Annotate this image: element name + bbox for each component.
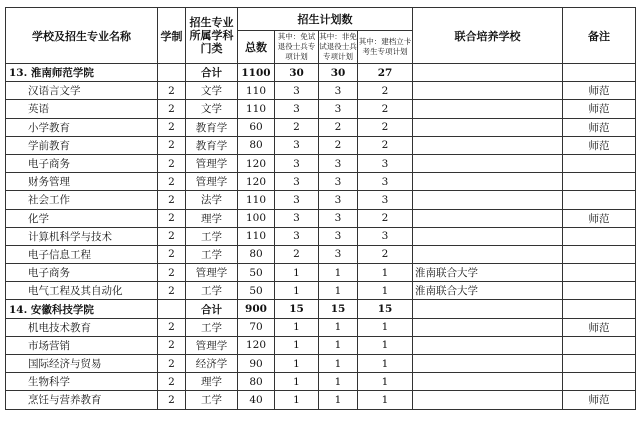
cell-s2: 3 [319, 100, 358, 118]
cell-name: 英语 [6, 100, 158, 118]
cell-note [563, 64, 636, 82]
cell-category: 管理学 [186, 154, 238, 172]
header-category: 招生专业所属学科门类 [186, 8, 238, 64]
cell-duration: 2 [158, 264, 186, 282]
header-plan-group: 招生计划数 [238, 8, 413, 31]
cell-s2: 2 [319, 136, 358, 154]
cell-category: 法学 [186, 191, 238, 209]
cell-category: 管理学 [186, 264, 238, 282]
cell-note: 师范 [563, 100, 636, 118]
major-row [6, 136, 636, 154]
cell-partner [413, 136, 563, 154]
cell-category: 工学 [186, 282, 238, 300]
cell-s3: 2 [358, 245, 413, 263]
cell-partner [413, 391, 563, 409]
cell-note [563, 300, 636, 318]
cell-partner [413, 118, 563, 136]
cell-partner [413, 64, 563, 82]
header-duration: 学制 [158, 8, 186, 64]
cell-total: 70 [238, 318, 275, 336]
header-sub-nonexempt-veteran: 其中：非免试退役士兵专项计划 [319, 31, 358, 64]
cell-s3: 1 [358, 264, 413, 282]
cell-s2: 3 [319, 173, 358, 191]
major-row [6, 336, 636, 354]
header-partner: 联合培养学校 [413, 8, 563, 64]
cell-s1: 3 [275, 191, 319, 209]
cell-note [563, 336, 636, 354]
major-row [6, 118, 636, 136]
cell-category: 教育学 [186, 118, 238, 136]
cell-note: 师范 [563, 318, 636, 336]
cell-duration: 2 [158, 227, 186, 245]
cell-s2: 1 [319, 391, 358, 409]
cell-total: 100 [238, 209, 275, 227]
cell-partner [413, 300, 563, 318]
cell-total: 120 [238, 154, 275, 172]
admission-plan-table [5, 7, 636, 410]
cell-name: 14. 安徽科技学院 [6, 300, 158, 318]
cell-duration: 2 [158, 355, 186, 373]
cell-partner [413, 173, 563, 191]
cell-s3: 1 [358, 391, 413, 409]
cell-partner [413, 154, 563, 172]
cell-name: 化学 [6, 209, 158, 227]
cell-note: 师范 [563, 136, 636, 154]
major-row [6, 100, 636, 118]
cell-total: 120 [238, 173, 275, 191]
cell-s3: 2 [358, 82, 413, 100]
cell-name: 国际经济与贸易 [6, 355, 158, 373]
cell-partner: 淮南联合大学 [413, 282, 563, 300]
cell-s3: 1 [358, 282, 413, 300]
cell-s1: 1 [275, 373, 319, 391]
cell-duration: 2 [158, 191, 186, 209]
cell-s3: 27 [358, 64, 413, 82]
cell-duration [158, 64, 186, 82]
header-sub-exempt-veteran: 其中：免试退役士兵专项计划 [275, 31, 319, 64]
cell-s3: 2 [358, 118, 413, 136]
major-row [6, 154, 636, 172]
major-row [6, 227, 636, 245]
major-row [6, 355, 636, 373]
cell-s1: 30 [275, 64, 319, 82]
cell-category: 理学 [186, 373, 238, 391]
cell-total: 50 [238, 264, 275, 282]
major-row [6, 191, 636, 209]
cell-s1: 1 [275, 282, 319, 300]
cell-partner [413, 318, 563, 336]
cell-s1: 2 [275, 245, 319, 263]
cell-s1: 3 [275, 154, 319, 172]
cell-s1: 3 [275, 82, 319, 100]
cell-category: 合计 [186, 64, 238, 82]
cell-total: 90 [238, 355, 275, 373]
cell-s2: 3 [319, 191, 358, 209]
major-row [6, 373, 636, 391]
cell-category: 理学 [186, 209, 238, 227]
major-row [6, 282, 636, 300]
cell-s3: 3 [358, 227, 413, 245]
cell-s2: 1 [319, 318, 358, 336]
cell-duration: 2 [158, 282, 186, 300]
header-name: 学校及招生专业名称 [6, 8, 158, 64]
cell-name: 市场营销 [6, 336, 158, 354]
cell-name: 电子商务 [6, 154, 158, 172]
major-row [6, 318, 636, 336]
major-row [6, 82, 636, 100]
cell-total: 1100 [238, 64, 275, 82]
cell-partner [413, 209, 563, 227]
cell-partner [413, 373, 563, 391]
cell-name: 电子商务 [6, 264, 158, 282]
cell-note [563, 227, 636, 245]
cell-note [563, 191, 636, 209]
header-note: 备注 [563, 8, 636, 64]
cell-s2: 3 [319, 154, 358, 172]
cell-category: 工学 [186, 391, 238, 409]
cell-s3: 3 [358, 191, 413, 209]
cell-partner [413, 191, 563, 209]
cell-s1: 3 [275, 173, 319, 191]
cell-partner [413, 100, 563, 118]
cell-note: 师范 [563, 82, 636, 100]
cell-note [563, 264, 636, 282]
cell-name: 电子信息工程 [6, 245, 158, 263]
cell-partner: 淮南联合大学 [413, 264, 563, 282]
cell-s2: 3 [319, 209, 358, 227]
cell-name: 学前教育 [6, 136, 158, 154]
cell-total: 80 [238, 373, 275, 391]
cell-s2: 2 [319, 118, 358, 136]
major-row [6, 391, 636, 409]
institution-row [6, 300, 636, 318]
cell-note [563, 355, 636, 373]
cell-partner [413, 245, 563, 263]
cell-s1: 3 [275, 227, 319, 245]
cell-s3: 2 [358, 136, 413, 154]
cell-name: 机电技术教育 [6, 318, 158, 336]
cell-note: 师范 [563, 391, 636, 409]
cell-s1: 3 [275, 209, 319, 227]
cell-duration: 2 [158, 391, 186, 409]
cell-s2: 3 [319, 245, 358, 263]
cell-category: 工学 [186, 318, 238, 336]
cell-partner [413, 355, 563, 373]
major-row [6, 209, 636, 227]
cell-category: 文学 [186, 100, 238, 118]
cell-name: 财务管理 [6, 173, 158, 191]
cell-partner [413, 336, 563, 354]
cell-duration: 2 [158, 173, 186, 191]
cell-s3: 1 [358, 336, 413, 354]
cell-total: 110 [238, 82, 275, 100]
cell-category: 文学 [186, 82, 238, 100]
cell-note: 师范 [563, 209, 636, 227]
cell-s1: 2 [275, 118, 319, 136]
cell-s3: 1 [358, 373, 413, 391]
header-sub-poverty: 其中：建档立卡考生专项计划 [358, 31, 413, 64]
cell-category: 管理学 [186, 173, 238, 191]
cell-duration: 2 [158, 209, 186, 227]
cell-note [563, 173, 636, 191]
cell-total: 110 [238, 100, 275, 118]
cell-total: 110 [238, 227, 275, 245]
cell-duration: 2 [158, 373, 186, 391]
cell-name: 计算机科学与技术 [6, 227, 158, 245]
cell-duration: 2 [158, 118, 186, 136]
cell-s1: 1 [275, 264, 319, 282]
cell-note [563, 373, 636, 391]
cell-category: 合计 [186, 300, 238, 318]
cell-s1: 1 [275, 391, 319, 409]
cell-s2: 1 [319, 336, 358, 354]
cell-name: 烹饪与营养教育 [6, 391, 158, 409]
cell-s2: 3 [319, 227, 358, 245]
cell-s1: 3 [275, 100, 319, 118]
cell-duration: 2 [158, 336, 186, 354]
cell-category: 工学 [186, 245, 238, 263]
cell-duration: 2 [158, 136, 186, 154]
cell-s3: 1 [358, 355, 413, 373]
cell-s2: 1 [319, 282, 358, 300]
cell-s3: 3 [358, 173, 413, 191]
cell-category: 管理学 [186, 336, 238, 354]
cell-duration [158, 300, 186, 318]
cell-category: 工学 [186, 227, 238, 245]
cell-partner [413, 227, 563, 245]
cell-note [563, 154, 636, 172]
cell-s3: 2 [358, 100, 413, 118]
cell-duration: 2 [158, 154, 186, 172]
cell-name: 社会工作 [6, 191, 158, 209]
cell-duration: 2 [158, 100, 186, 118]
cell-note [563, 282, 636, 300]
cell-s1: 1 [275, 336, 319, 354]
cell-s3: 2 [358, 209, 413, 227]
cell-name: 13. 淮南师范学院 [6, 64, 158, 82]
cell-total: 80 [238, 136, 275, 154]
major-row [6, 245, 636, 263]
cell-duration: 2 [158, 82, 186, 100]
cell-s1: 15 [275, 300, 319, 318]
cell-total: 110 [238, 191, 275, 209]
cell-s1: 1 [275, 318, 319, 336]
cell-name: 电气工程及其自动化 [6, 282, 158, 300]
major-row [6, 173, 636, 191]
cell-s3: 1 [358, 318, 413, 336]
cell-note: 师范 [563, 118, 636, 136]
cell-s3: 3 [358, 154, 413, 172]
cell-partner [413, 82, 563, 100]
cell-total: 900 [238, 300, 275, 318]
institution-row [6, 64, 636, 82]
cell-total: 60 [238, 118, 275, 136]
cell-note [563, 245, 636, 263]
cell-name: 汉语言文学 [6, 82, 158, 100]
cell-total: 50 [238, 282, 275, 300]
cell-s2: 1 [319, 373, 358, 391]
cell-name: 小学教育 [6, 118, 158, 136]
cell-total: 80 [238, 245, 275, 263]
cell-s3: 15 [358, 300, 413, 318]
cell-s1: 1 [275, 355, 319, 373]
cell-s2: 3 [319, 82, 358, 100]
cell-total: 40 [238, 391, 275, 409]
cell-duration: 2 [158, 245, 186, 263]
cell-s2: 1 [319, 355, 358, 373]
cell-category: 教育学 [186, 136, 238, 154]
cell-name: 生物科学 [6, 373, 158, 391]
cell-s1: 3 [275, 136, 319, 154]
cell-category: 经济学 [186, 355, 238, 373]
cell-s2: 30 [319, 64, 358, 82]
cell-s2: 1 [319, 264, 358, 282]
cell-s2: 15 [319, 300, 358, 318]
cell-total: 120 [238, 336, 275, 354]
major-row [6, 264, 636, 282]
header-total: 总数 [238, 31, 275, 64]
cell-duration: 2 [158, 318, 186, 336]
